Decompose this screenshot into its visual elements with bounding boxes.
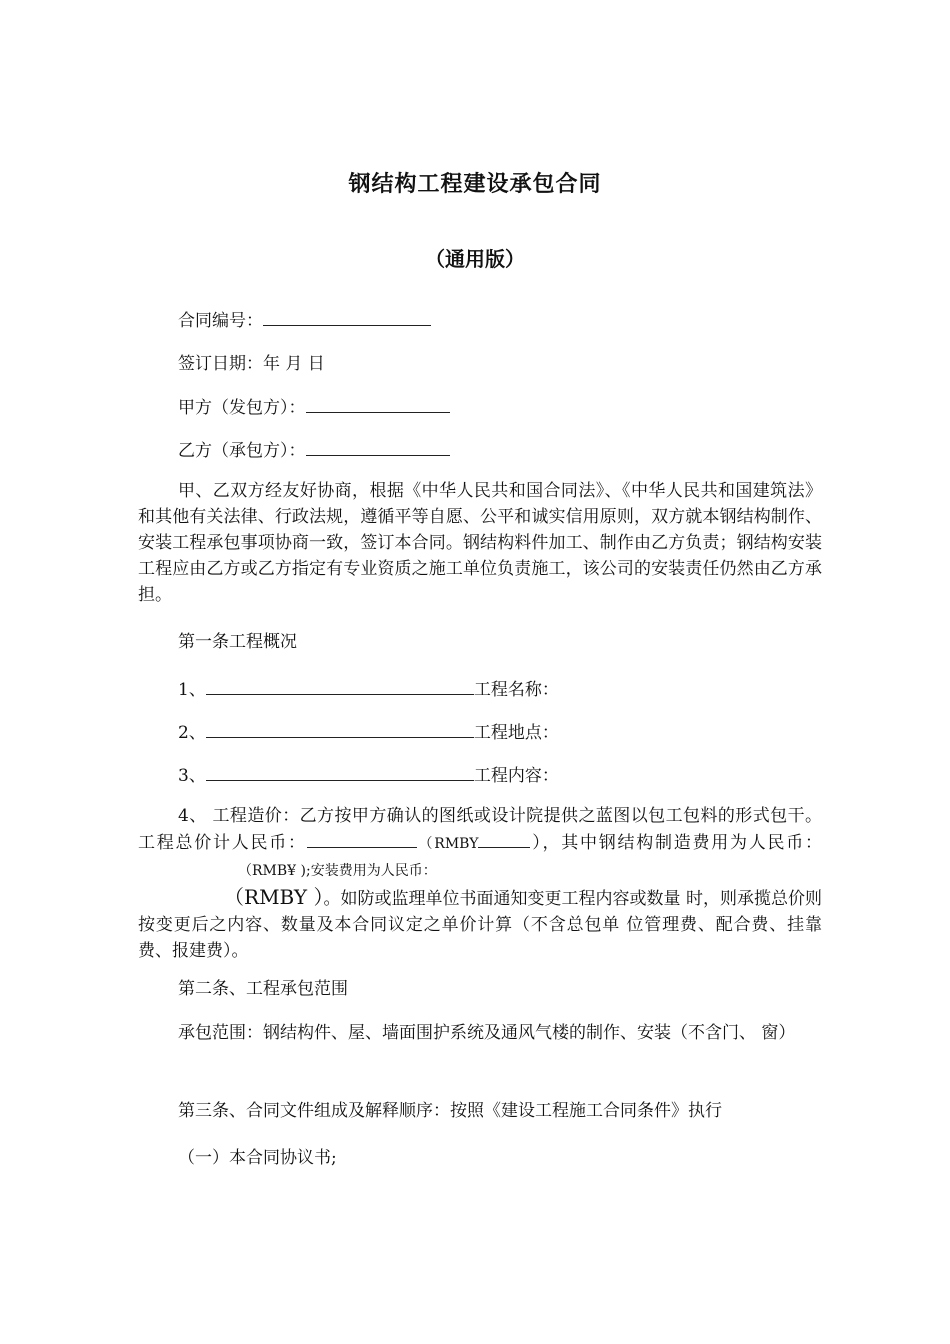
project-content-blank [206, 762, 474, 781]
project-location-blank [206, 719, 474, 738]
article-2-heading: 第二条、工程承包范围 [178, 979, 348, 999]
project-location-line [178, 718, 559, 743]
article-1-heading: 第一条工程概况 [178, 632, 297, 652]
item-2-number: 2、 [178, 723, 206, 743]
total-price-rmb-blank [478, 829, 530, 848]
article-3-heading: 第三条、合同文件组成及解释顺序：按照《建设工程施工合同条件》执行 [178, 1101, 722, 1121]
project-cost-text-c: ），其中钢结构制造费用为人民币： [530, 833, 822, 853]
project-cost-paragraph [138, 803, 822, 964]
document-title: 钢结构工程建设承包合同 [348, 172, 602, 197]
party-a-line [178, 393, 450, 418]
contract-number-line [178, 306, 431, 331]
project-cost-text-f: 。如防或监理单位书面通知变更工程内容或数量 时，则承揽总价则按变更后之内容、数量及本合同议定之单价计算（不含总包单 位管理费、配合费、挂靠费、报建费）。 [138, 889, 822, 961]
project-cost-text-a: 4、 工程造价：乙方按甲方确认的图纸或设计院提供之蓝图以包工包料的形式包干。工程总价计人民币： [138, 806, 822, 853]
document-subtitle: （通用版） [425, 247, 525, 271]
item-3-number: 3、 [178, 766, 206, 786]
install-fee-rmb: （RMBY ） [224, 885, 324, 909]
sign-date-line: 签订日期：年 月 日 [178, 354, 325, 374]
item-1-number: 1、 [178, 680, 206, 700]
intro-paragraph: 甲、乙双方经友好协商，根据《中华人民共和国合同法》、《中华人民共和国建筑法》和其他有关法律、行政法规，遵循平等自愿、公平和诚实信用原则，双方就本钢结构制作、安装工程承包事项协商一致，签订本合同。钢结构料件加工、制作由乙方负责；钢结构安装工程应由乙方或乙方指定有专业资质之施工单位负责施工，该公司的安装责任仍然由乙方承担。 [138, 481, 822, 605]
contract-number-label: 合同编号： [178, 311, 263, 331]
project-location-label: 工程地点： [473, 723, 559, 743]
total-price-blank [307, 829, 417, 848]
party-a-blank [306, 394, 450, 413]
project-name-label: 工程名称： [473, 680, 559, 700]
project-content-label: 工程内容： [473, 766, 559, 786]
party-b-blank [306, 437, 450, 456]
project-content-line [178, 761, 559, 786]
total-price-rmb: （RMBY [416, 836, 479, 852]
party-b-line [178, 436, 450, 461]
manufacture-fee-rmb: （RMB¥ );安装费用为人民币： [238, 863, 437, 879]
project-name-line [178, 675, 559, 700]
party-b-label: 乙方（承包方）： [178, 441, 306, 461]
document-item-1: （一）本合同协议书; [178, 1148, 337, 1168]
scope-paragraph: 承包范围：钢结构件、屋、墙面围护系统及通风气楼的制作、安装（不含门、 窗） [178, 1023, 796, 1043]
party-a-label: 甲方（发包方）： [178, 398, 306, 418]
project-name-blank [206, 676, 474, 695]
contract-number-blank [263, 307, 431, 326]
